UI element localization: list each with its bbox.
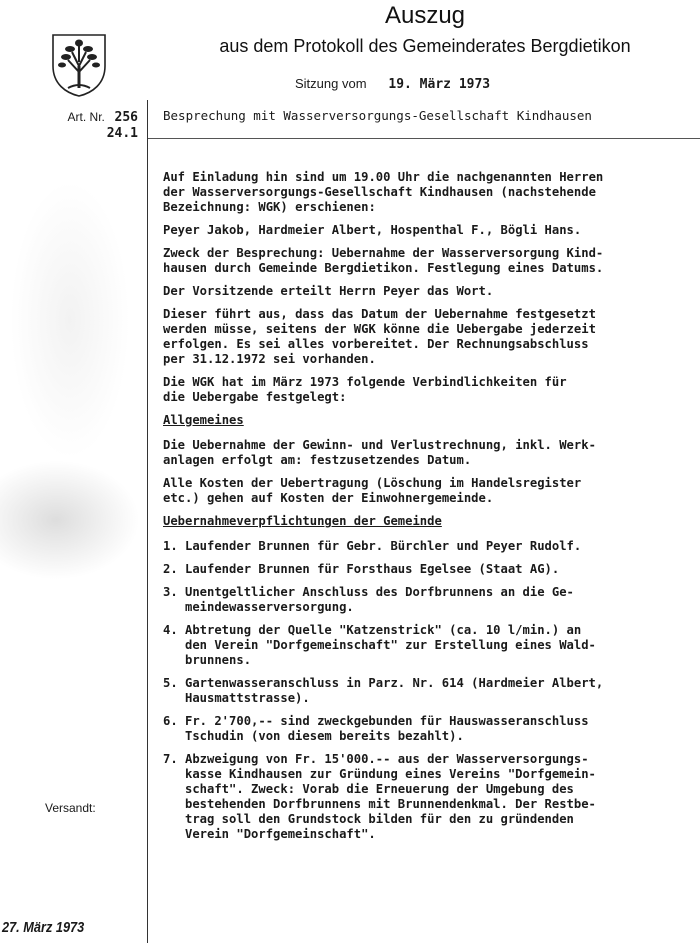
paragraph: Alle Kosten der Uebertragung (Löschung im Handelsregister etc.) gehen auf Kosten der Einwohnergemeinde. [163,476,582,505]
item-number: 5. [163,676,178,690]
item-text: Abzweigung von Fr. 15'000.-- aus der Wasserversorgungs- kasse Kindhausen zur Gründung eines Vereins "Dorfgemein- schaft". Zweck: Vorab die Erneuerung der Umgebung des bestehenden Dorfbrunnens mit Brunnendenkmal. Der Restbe- trag soll den Grundstock bilden für den zu gründenden Verein "Dorfgemeinschaft". [185,752,596,841]
item-number: 2. [163,562,178,576]
obligations-list [163,539,698,842]
section-heading-general: Allgemeines [163,413,244,427]
versandt-date-stamp: 27. März 1973 [2,919,85,936]
list-item [163,585,698,615]
item-text: Laufender Brunnen für Gebr. Bürchler und Peyer Rudolf. [185,539,582,553]
article-number: 256 [114,110,138,125]
paragraph: Auf Einladung hin sind um 19.00 Uhr die nachgenannten Herren der Wasserversorgungs-Gesellschaft Kindhausen (nachstehende Bezeichnung: WGK) erschienen: [163,170,604,214]
item-number: 3. [163,585,178,599]
list-item [163,623,698,668]
paragraph: Der Vorsitzende erteilt Herrn Peyer das Wort. [163,284,494,298]
session-label: Sitzung vom [295,76,367,91]
paragraph: Peyer Jakob, Hardmeier Albert, Hospenthal F., Bögli Hans. [163,223,582,237]
session-date: 19. März 1973 [388,77,491,92]
item-number: 4. [163,623,178,637]
item-number: 1. [163,539,178,553]
item-text: Unentgeltlicher Anschluss des Dorfbrunnens an die Ge- meindewasserversorgung. [185,585,574,614]
list-item [163,562,698,577]
item-number: 6. [163,714,178,728]
subject-divider [148,138,700,139]
paragraph: Zweck der Besprechung: Uebernahme der Wasserversorgung Kind- hausen durch Gemeinde Bergdietikon. Festlegung eines Datums. [163,246,604,275]
session-line [295,76,490,92]
item-text: Abtretung der Quelle "Katzenstrick" (ca. 10 l/min.) an den Verein "Dorfgemeinschaft" zur Erstellung eines Wald- brunnens. [185,623,596,667]
protocol-body [163,170,698,850]
scan-smudge [10,180,130,460]
document-subtitle: aus dem Protokoll des Gemeinderates Bergdietikon [219,36,631,56]
versandt-label: Versandt: [45,801,96,815]
document-title: Auszug [384,2,466,29]
article-label: Art. Nr. [67,110,105,124]
list-item [163,752,698,842]
margin-divider [147,100,148,943]
list-item [163,539,698,554]
article-number-block [46,108,138,142]
paragraph: Die WGK hat im März 1973 folgende Verbindlichkeiten für die Uebergabe festgelegt: [163,375,567,404]
paragraph: Dieser führt aus, dass das Datum der Uebernahme festgesetzt werden müsse, seitens der WGK könne die Uebergabe jederzeit erfolgen. Es sei alles vorbereitet. Der Rechnungsabschluss per 31.12.1972 sei vorhanden. [163,307,596,366]
item-text: Laufender Brunnen für Forsthaus Egelsee (Staat AG). [185,562,560,576]
item-text: Fr. 2'700,-- sind zweckgebunden für Hauswasseranschluss Tschudin (von diesem bereits bezahlt). [185,714,589,743]
list-item [163,676,698,706]
coat-of-arms-icon [50,32,108,98]
subject-line: Besprechung mit Wasserversorgungs-Gesellschaft Kindhausen [163,108,592,123]
item-number: 7. [163,752,178,766]
scan-smudge [0,460,140,580]
article-sub-number: 24.1 [106,126,138,141]
list-item [163,714,698,744]
paragraph: Die Uebernahme der Gewinn- und Verlustrechnung, inkl. Werk- anlagen erfolgt am: festzusetzendes Datum. [163,438,596,467]
section-heading-obligations: Uebernahmeverpflichtungen der Gemeinde [163,514,442,528]
item-text: Gartenwasseranschluss in Parz. Nr. 614 (Hardmeier Albert, Hausmattstrasse). [185,676,604,705]
